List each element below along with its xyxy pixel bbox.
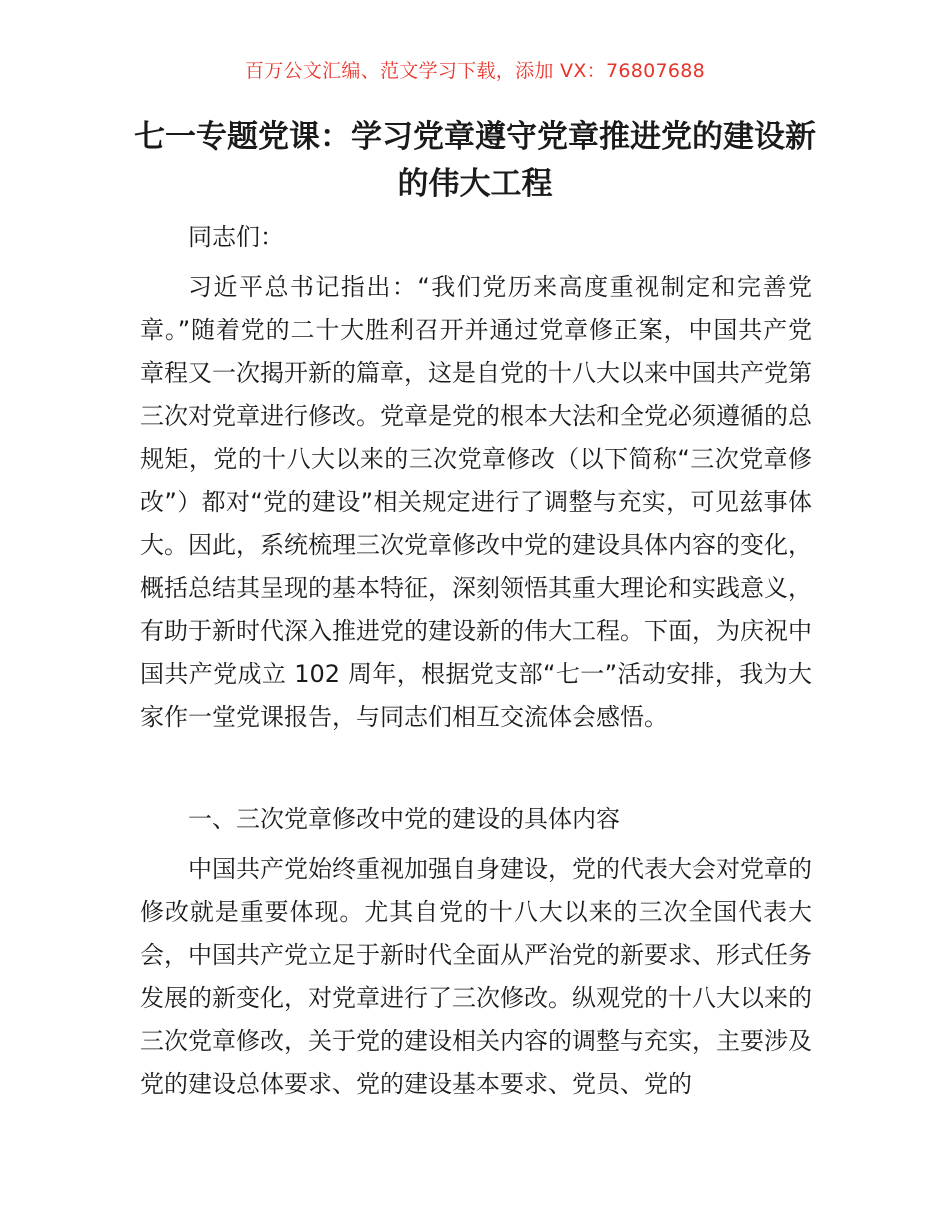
body-paragraph: 中国共产党始终重视加强自身建设，党的代表大会对党章的修改就是重要体现。尤其自党的十八大以来的三次全国代表大会，中国共产党立足于新时代全面从严治党的新要求、形式任务发展的新变化，对党章进行了三次修改。纵观党的十八大以来的三次党章修改，关于党的建设相关内容的调整与充实，主要涉及党的建设总体要求、党的建设基本要求、党员、党的 — [140, 855, 812, 1098]
document-title: 七一专题党课：学习党章遵守党章推进党的建设新的伟大工程 — [134, 119, 816, 202]
section-heading-block — [140, 798, 812, 841]
section-heading: 一、三次党章修改中党的建设的具体内容 — [188, 805, 620, 833]
paragraph-block-1 — [140, 266, 812, 739]
body-paragraph: 习近平总书记指出：“我们党历来高度重视制定和完善党章。”随着党的二十大胜利召开并通过党章修正案，中国共产党章程又一次揭开新的篇章，这是自党的十八大以来中国共产党第三次对党章进行修改。党章是党的根本大法和全党必须遵循的总规矩，党的十八大以来的三次党章修改（以下简称“三次党章修改”）都对“党的建设”相关规定进行了调整与充实，可见兹事体大。因此，系统梳理三次党章修改中党的建设具体内容的变化，概括总结其呈现的基本特征，深刻领悟其重大理论和实践意义，有助于新时代深入推进党的建设新的伟大工程。下面，为庆祝中国共产党成立 102 周年，根据党支部“七一”活动安排，我为大家作一堂党课报告，与同志们相互交流体会感悟。 — [140, 273, 812, 731]
paragraph-block-2 — [140, 848, 812, 1106]
header-watermark-note: 百万公文汇编、范文学习下载，添加 VX：76807688 — [244, 60, 706, 82]
salutation: 同志们： — [188, 223, 284, 251]
